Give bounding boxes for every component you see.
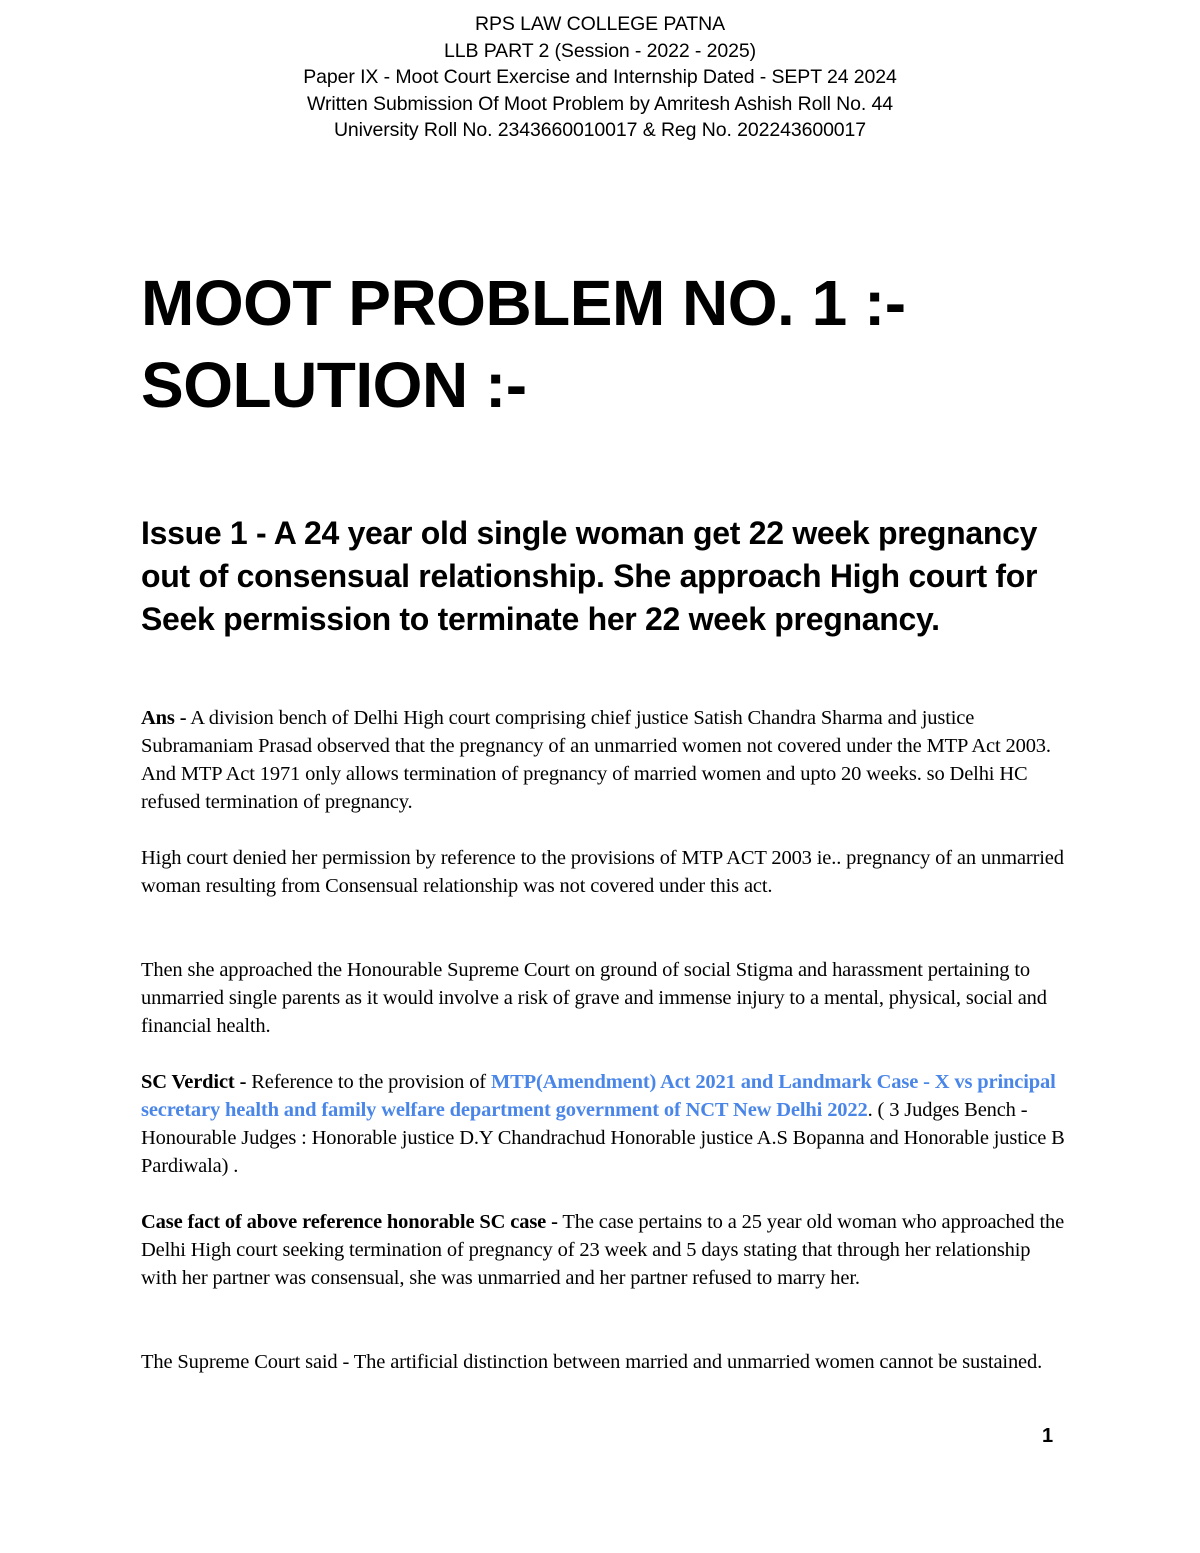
title-line-1: MOOT PROBLEM NO. 1 :- <box>141 267 906 339</box>
document-header <box>0 11 1200 144</box>
supreme-court-said-paragraph: The Supreme Court said - The artificial distinction between married and unmarried women cannot be sustained. <box>141 1351 1043 1373</box>
case-fact-paragraph <box>141 1208 1071 1292</box>
answer-paragraph <box>141 704 1071 816</box>
header-line-paper: Paper IX - Moot Court Exercise and Internship Dated - SEPT 24 2024 <box>303 66 897 88</box>
high-court-paragraph: High court denied her permission by reference to the provisions of MTP ACT 2003 ie.. pregnancy of an unmarried woman resulting from Consensual relationship was not covered under this act. <box>141 847 1064 897</box>
page-number: 1 <box>1042 1425 1054 1447</box>
sc-verdict-pre: Reference to the provision of <box>246 1071 491 1093</box>
supreme-court-approach-paragraph: Then she approached the Honourable Supreme Court on ground of social Stigma and harassment pertaining to unmarried single parents as it would involve a risk of grave and immense injury to a mental, physical, social and financial health. <box>141 959 1047 1037</box>
issue-heading: Issue 1 - A 24 year old single woman get 22 week pregnancy out of consensual relationship. She approach High court for Seek permission to terminate her 22 week pregnancy. <box>141 515 1038 637</box>
answer-text: A division bench of Delhi High court comprising chief justice Satish Chandra Sharma and justice Subramaniam Prasad observed that the pregnancy of an unmarried women not covered under the MTP Act 2003. And MTP Act 1971 only allows termination of pregnancy of married women and upto 20 weeks. so Delhi HC refused termination of pregnancy. <box>141 707 1051 813</box>
case-fact-label: Case fact of above reference honorable SC case - <box>141 1211 558 1233</box>
sc-verdict-label: SC Verdict - <box>141 1071 247 1093</box>
sc-verdict-paragraph <box>141 1068 1071 1180</box>
landmark-case-link[interactable]: MTP(Amendment) Act 2021 and Landmark Case - X vs principal secretary health and family welfare department government of NCT New Delhi 2022 <box>141 1071 1056 1121</box>
sc-verdict-post: . ( 3 Judges Bench - Honourable Judges : Honorable justice D.Y Chandrachud Honorable justice A.S Bopanna and Honorable justice B Pardiwala) . <box>141 1099 1065 1177</box>
page-title <box>141 262 1141 426</box>
case-fact-text: The case pertains to a 25 year old woman who approached the Delhi High court seeking termination of pregnancy of 23 week and 5 days stating that through her relationship with her partner was consensual, she was unmarried and her partner refused to marry her. <box>141 1211 1065 1289</box>
header-line-roll: University Roll No. 2343660010017 & Reg No. 202243600017 <box>333 119 867 141</box>
title-line-2: SOLUTION :- <box>141 349 527 421</box>
answer-label: Ans - <box>141 707 187 729</box>
header-line-college: RPS LAW COLLEGE PATNA <box>474 13 726 35</box>
header-line-author: Written Submission Of Moot Problem by Amritesh Ashish Roll No. 44 <box>307 92 893 115</box>
header-line-session: LLB PART 2 (Session - 2022 - 2025) <box>443 39 757 62</box>
